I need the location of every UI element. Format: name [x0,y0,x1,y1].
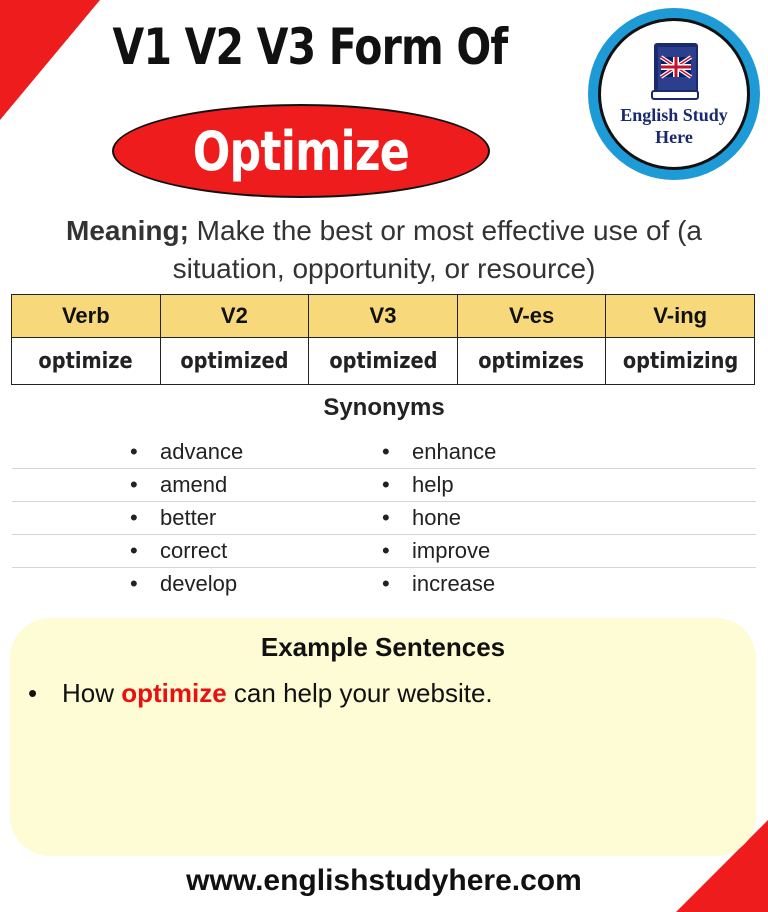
synonym-text: better [160,505,217,530]
synonym-item [382,538,490,564]
header-v2: V2 [160,295,309,338]
synonym-text: advance [160,439,244,464]
word-label: Optimize [192,119,410,183]
cell-v2-text: optimized [180,348,289,374]
cell-v2 [160,338,309,385]
bullet-icon: • [382,505,390,530]
meaning-text [20,212,748,288]
sentence-after: can help your website. [226,678,493,708]
bullet-icon: • [130,505,138,530]
synonyms-title: Synonyms [323,394,445,421]
meaning-definition: Make the best or most effective use of (a situation, opportunity, or resource) [172,215,702,284]
synonym-item [382,439,496,465]
logo-text-line2: Here [655,127,693,147]
synonym-text: increase [412,571,496,596]
word-badge [112,104,490,198]
bullet-icon: • [28,678,38,708]
synonym-item [382,505,461,531]
cell-verb [12,338,161,385]
synonym-text: amend [160,472,228,497]
corner-decoration-top-left [0,0,100,120]
logo-text-line1: English Study [620,105,728,125]
list-item [12,436,756,469]
synonym-text: hone [412,505,461,530]
cell-v3-text: optimized [328,348,438,374]
list-item [12,469,756,502]
synonym-item [382,472,454,498]
header-v-es: V-es [457,295,606,338]
synonym-item [130,472,227,498]
bullet-icon: • [130,538,138,563]
logo-inner-circle [598,18,750,170]
synonym-item [130,571,237,597]
verb-forms-table [11,294,755,385]
header-v-ing: V-ing [606,295,755,338]
list-item [12,535,756,568]
table-header-row [12,295,755,338]
synonym-text: help [412,472,454,497]
header-v3: V3 [309,295,458,338]
bullet-icon: • [382,571,390,596]
book-icon [648,39,704,103]
bullet-icon: • [130,439,138,464]
cell-v-ing [606,338,755,385]
example-sentences-box [10,618,756,856]
footer-url[interactable]: www.englishstudyhere.com [186,864,582,897]
bullet-icon: • [130,472,138,497]
example-title: Example Sentences [260,632,506,662]
page-title: V1 V2 V3 Form Of [112,18,508,76]
synonym-item [130,439,243,465]
bullet-icon: • [382,538,390,563]
synonym-item [382,571,495,597]
bullet-icon: • [382,472,390,497]
sentence-before: How [62,678,122,708]
list-item [12,568,756,600]
synonym-item [130,505,216,531]
bullet-icon: • [130,571,138,596]
synonym-text: develop [160,571,238,596]
cell-v-es-text: optimizes [478,348,585,374]
bullet-icon: • [382,439,390,464]
cell-v-ing-text: optimizing [622,348,738,374]
header-verb: Verb [12,295,161,338]
synonym-text: correct [160,538,228,563]
meaning-label: Meaning; [66,215,189,246]
cell-v-es [457,338,606,385]
synonym-text: enhance [412,439,497,464]
cell-v3 [309,338,458,385]
table-row [12,338,755,385]
sentence-highlight: optimize [121,678,227,708]
synonym-text: improve [412,538,491,563]
synonyms-list [12,436,756,600]
list-item [12,502,756,535]
cell-verb-text: optimize [38,348,133,374]
example-sentence [28,678,493,709]
synonym-item [130,538,227,564]
site-logo [588,8,760,180]
